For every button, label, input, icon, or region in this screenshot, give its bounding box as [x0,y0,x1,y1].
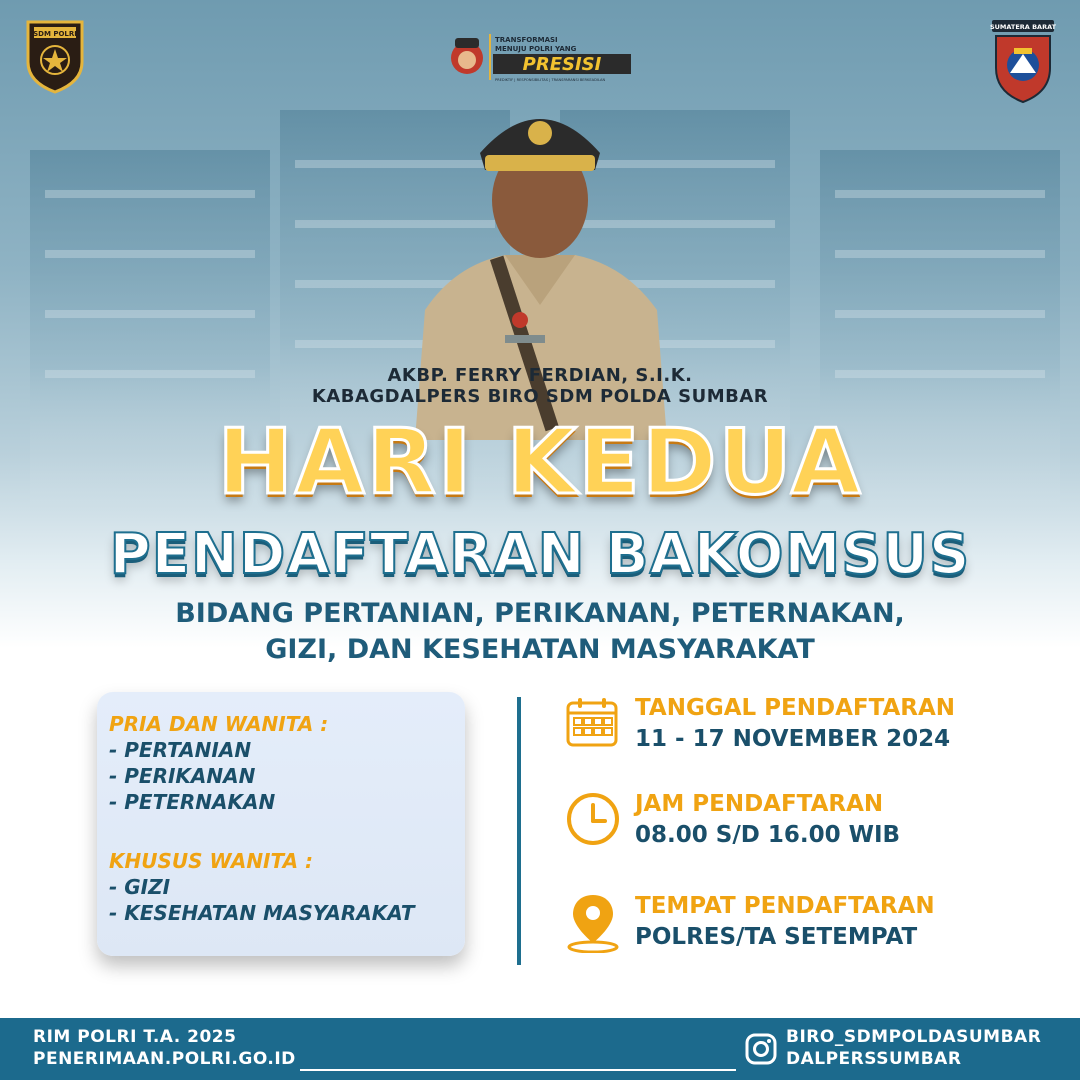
logo-center-word: PRESISI [522,54,602,75]
logo-center-line2: MENUJU POLRI YANG [495,45,577,53]
footer-instagram-handle-1[interactable]: BIRO_SDMPOLDASUMBAR [786,1027,1042,1047]
clock-icon [565,791,621,847]
place-value: POLRES/TA SETEMPAT [635,924,918,950]
calendar-icon [565,695,619,749]
footer-rim-label: RIM POLRI T.A. 2025 [33,1027,237,1047]
sdm-polri-logo [24,18,86,94]
group-pria-wanita [109,712,328,814]
list-item: - PERIKANAN [109,764,256,788]
place-label: TEMPAT PENDAFTARAN [635,893,935,919]
eligibility-card [97,692,465,956]
footer-website-link[interactable]: PENERIMAAN.POLRI.GO.ID [33,1049,296,1069]
group2-heading: KHUSUS WANITA : [109,849,314,873]
list-item: - KESEHATAN MASYARAKAT [109,901,415,925]
polda-sumbar-logo [990,18,1056,104]
footer-underline [300,1069,736,1071]
fields-line2: GIZI, DAN KESEHATAN MASYARAKAT [265,634,815,665]
list-item: - GIZI [109,875,171,899]
vertical-divider [517,697,521,965]
footer-bar [0,1018,1080,1080]
logo-left-text: SDM POLRI [33,30,77,38]
time-value: 08.00 S/D 16.00 WIB [635,822,901,848]
group1-heading: PRIA DAN WANITA : [109,712,329,736]
logo-center-sub: PREDIKTIF | RESPONSIBILITAS | TRANSPARANSI BERKEADILAN [495,78,606,82]
fields-text [0,596,1080,668]
fields-line1: BIDANG PERTANIAN, PERIKANAN, PETERNAKAN, [175,598,905,629]
officer-name: AKBP. FERRY FERDIAN, S.I.K. [387,365,693,386]
presisi-logo [449,30,634,84]
group-khusus-wanita [109,849,414,925]
headline-sub: PENDAFTARAN BAKOMSUS [109,522,971,587]
list-item: - PERTANIAN [109,738,252,762]
date-value: 11 - 17 NOVEMBER 2024 [635,726,951,752]
instagram-icon[interactable] [745,1033,777,1065]
location-pin-icon [565,893,621,953]
time-label: JAM PENDAFTARAN [635,791,884,817]
logo-right-banner: SUMATERA BARAT [990,23,1056,31]
headline-main: HARI KEDUA [217,410,863,515]
date-label: TANGGAL PENDAFTARAN [635,695,956,721]
officer-title: KABAGDALPERS BIRO SDM POLDA SUMBAR [311,386,769,407]
list-item: - PETERNAKAN [109,790,276,814]
footer-instagram-handle-2[interactable]: DALPERSSUMBAR [786,1049,962,1069]
logo-center-line1: TRANSFORMASI [495,36,558,44]
